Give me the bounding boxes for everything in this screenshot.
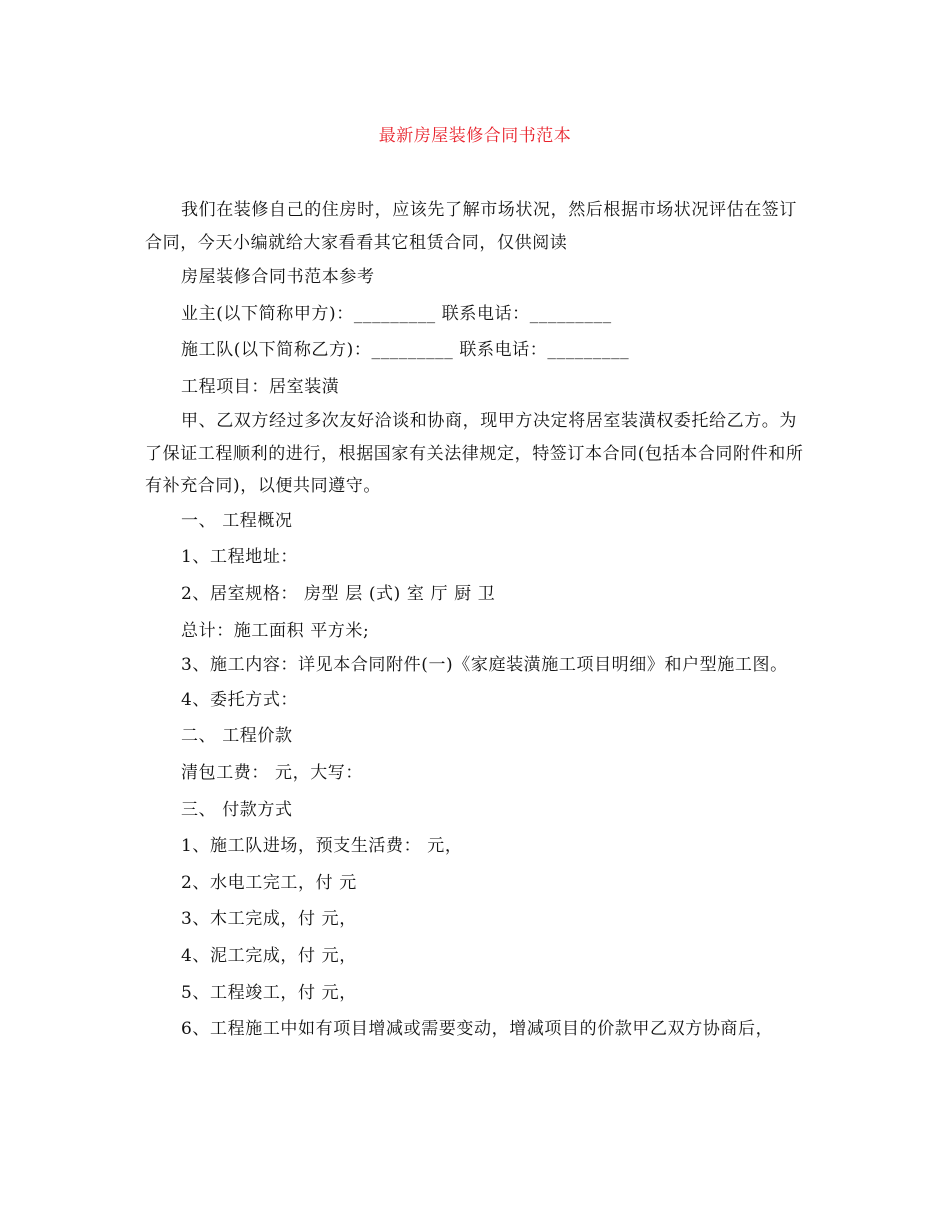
intro-paragraph: 我们在装修自己的住房时，应该先了解市场状况，然后根据市场状况评估在签订合同，今天小编就给大家看看其它租赁合同，仅供阅读	[145, 200, 797, 253]
reference-heading: 房屋装修合同书范本参考	[181, 267, 375, 287]
clause-item: 4、泥工完成，付 元，	[181, 945, 357, 966]
document-title: 最新房屋装修合同书范本	[378, 126, 572, 146]
clause-item: 1、工程地址：	[181, 547, 299, 568]
contractor-line: 施工队(以下简称乙方)：_________ 联系电话：_________	[181, 340, 630, 361]
document-body	[145, 194, 805, 1048]
clause-item: 4、委托方式：	[181, 689, 299, 710]
section-heading: 一、 工程概况	[181, 510, 293, 531]
clause-item: 清包工费： 元，大写：	[181, 762, 364, 783]
clause-item: 2、居室规格： 房型 层 (式) 室 厅 厨 卫	[181, 584, 496, 605]
agreement-paragraph: 甲、乙双方经过多次友好洽谈和协商，现甲方决定将居室装潢权委托给乙方。为了保证工程顺利的进行，根据国家有关法律规定，特签订本合同(包括本合同附件和所有补充合同)，以便共同遵守。	[145, 411, 804, 497]
clause-item: 6、工程施工中如有项目增减或需要变动，增减项目的价款甲乙双方协商后，	[181, 1019, 774, 1040]
project-line: 工程项目：居室装潢	[181, 376, 340, 397]
clause-item: 3、施工内容：详见本合同附件(一)《家庭装潢施工项目明细》和户型施工图。	[181, 655, 788, 676]
clause-item: 5、工程竣工，付 元，	[181, 982, 357, 1003]
clause-item: 2、水电工完工，付 元	[181, 872, 357, 893]
owner-line: 业主(以下简称甲方)：_________ 联系电话：_________	[181, 303, 612, 324]
section-heading: 三、 付款方式	[181, 799, 293, 820]
clause-item: 总计：施工面积 平方米;	[181, 620, 370, 641]
clause-item: 1、施工队进场，预支生活费： 元，	[181, 836, 463, 857]
section-heading: 二、 工程价款	[181, 726, 293, 747]
clause-item: 3、木工完成，付 元，	[181, 909, 357, 930]
